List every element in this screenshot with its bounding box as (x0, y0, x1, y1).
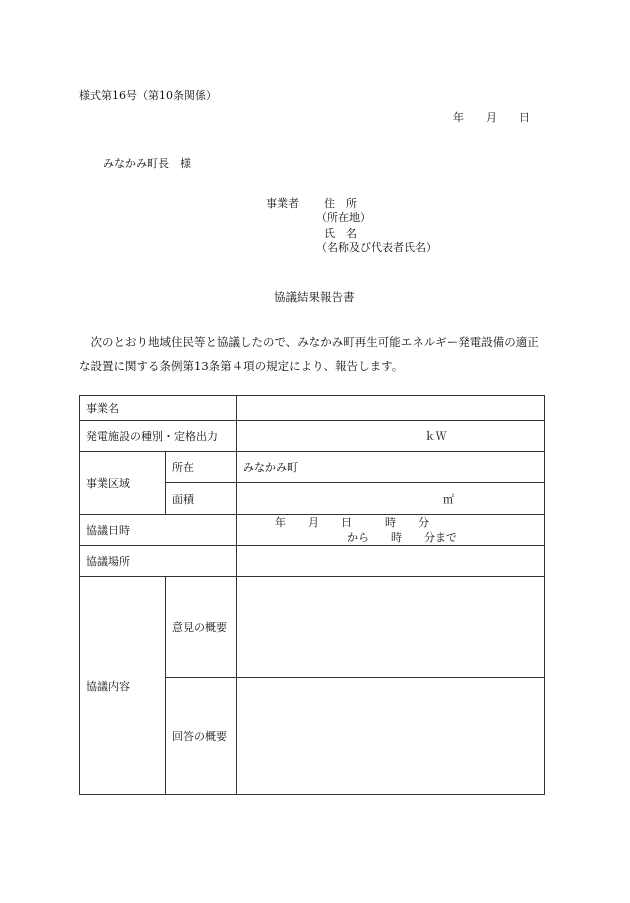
opinion-label: 意見の概要 (166, 577, 237, 678)
answer-value (237, 678, 545, 795)
addressee: みなかみ町長 様 (103, 157, 191, 170)
business-name-label: 事業名 (80, 396, 237, 421)
location-value: みなかみ町 (237, 452, 545, 483)
size-label: 面積 (166, 483, 237, 515)
body-paragraph: 次のとおり地域住民等と協議したので、みなかみ町再生可能エネルギー発電設備の適正な設置に関する条例第13条第４項の規定により、報告します。 (79, 335, 539, 373)
datetime-value (237, 515, 545, 546)
content-label: 協議内容 (80, 577, 166, 795)
submission-date: 年 月 日 (453, 111, 530, 124)
table-row (80, 452, 545, 483)
address-sub-label: （所在地） (316, 211, 371, 224)
facility-output-value (237, 421, 545, 452)
datetime-line-1: 年 月 日 時 分 (275, 516, 429, 529)
address-label: 住 所 (324, 197, 357, 210)
area-label: 事業区域 (80, 452, 166, 515)
name-sub-label: （名称及び代表者氏名） (316, 241, 437, 254)
size-value (237, 483, 545, 515)
facility-unit: ｋＷ (424, 430, 447, 443)
place-label: 協議場所 (80, 546, 237, 577)
business-name-value (237, 396, 545, 421)
document-title: 協議結果報告書 (274, 290, 355, 304)
datetime-line-2: から 時 分まで (347, 531, 457, 544)
location-label: 所在 (166, 452, 237, 483)
table-row (80, 546, 545, 577)
table-row (80, 396, 545, 421)
report-table (79, 395, 545, 795)
facility-label: 発電施設の種別・定格出力 (80, 421, 237, 452)
applicant-label: 事業者 (266, 197, 299, 210)
place-value (237, 546, 545, 577)
size-unit: ㎡ (443, 492, 454, 506)
form-number: 様式第16号（第10条関係） (79, 89, 217, 102)
table-row (80, 421, 545, 452)
datetime-label: 協議日時 (80, 515, 237, 546)
opinion-value (237, 577, 545, 678)
table-row (80, 577, 545, 678)
table-row (80, 515, 545, 546)
name-label: 氏 名 (324, 227, 357, 240)
answer-label: 回答の概要 (166, 678, 237, 795)
